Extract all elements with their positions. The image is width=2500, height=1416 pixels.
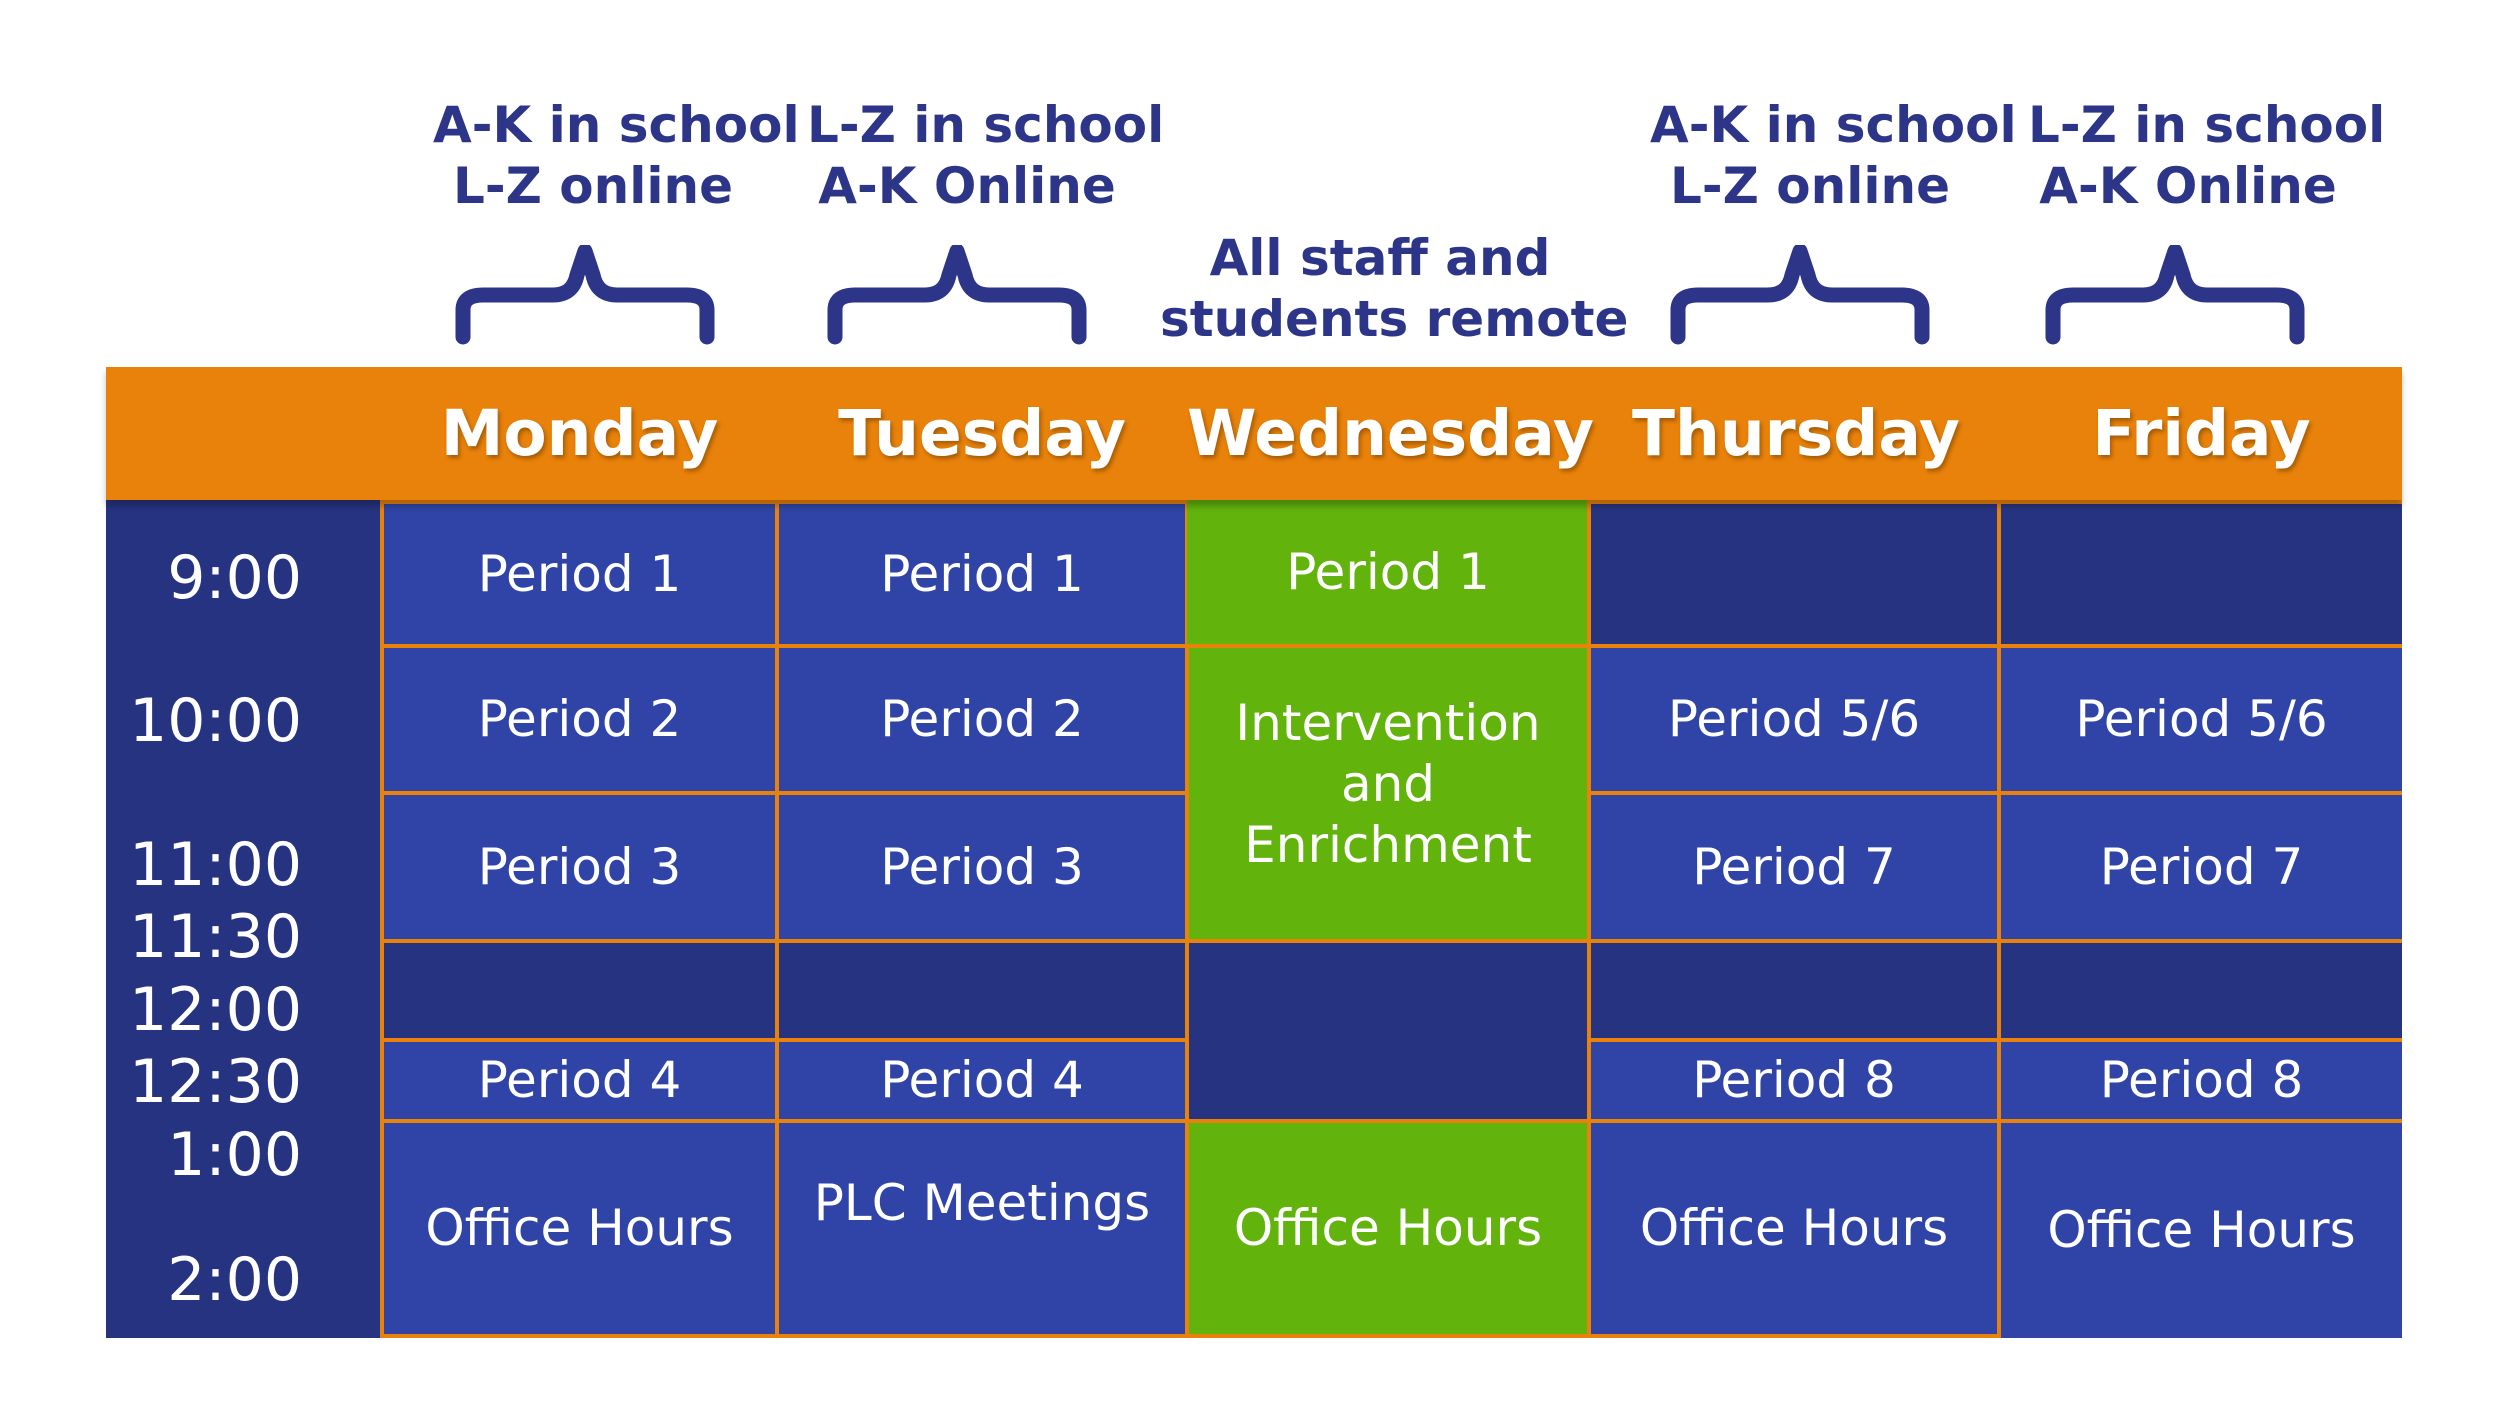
schedule-cell: Period 3 <box>380 791 779 943</box>
schedule-cell <box>1185 939 1591 1123</box>
schedule-cell: Period 5/6 <box>1997 644 2402 795</box>
header-monday: Monday <box>440 397 719 470</box>
time-column <box>106 500 382 1338</box>
note-tuesday-line1: L-Z in school <box>807 96 1165 154</box>
header-wednesday: Wednesday <box>1187 397 1594 470</box>
schedule-cell: Period 2 <box>775 644 1189 795</box>
schedule-cell: Period 1 <box>1187 500 1589 644</box>
time-label: 10:00 <box>129 686 302 756</box>
schedule-cell: PLC Meetings <box>775 1119 1189 1338</box>
note-wednesday-line1: All staff and <box>1209 229 1551 287</box>
time-label: 12:30 <box>129 1047 302 1117</box>
note-wednesday-line2: students remote <box>1160 290 1629 348</box>
note-tuesday-line2: A-K Online <box>818 157 1116 215</box>
schedule-cell <box>775 939 1189 1042</box>
schedule-cell <box>1997 500 2402 648</box>
schedule-cell: Period 1 <box>775 500 1189 648</box>
brace-icon <box>827 245 1087 345</box>
note-friday <box>2028 95 2386 217</box>
schedule-cell <box>1587 939 2001 1042</box>
brace-icon <box>2045 245 2305 345</box>
header-thursday: Thursday <box>1632 397 1960 470</box>
schedule-cell: Period 8 <box>1587 1038 2001 1123</box>
schedule-cell: Office Hours <box>1997 1119 2402 1338</box>
note-thursday-line1: A-K in school <box>1650 96 2017 154</box>
note-monday-line2: L-Z online <box>452 157 733 215</box>
schedule-cell: Office Hours <box>380 1119 779 1338</box>
brace-icon <box>1670 245 1930 345</box>
schedule-cell: Period 5/6 <box>1587 644 2001 795</box>
time-label: 1:00 <box>167 1120 302 1190</box>
schedule-cell: Period 2 <box>380 644 779 795</box>
time-label: 12:00 <box>129 975 302 1045</box>
schedule-cell: Intervention and Enrichment <box>1185 644 1591 943</box>
note-friday-line2: A-K Online <box>2039 157 2337 215</box>
schedule-cell <box>1997 939 2402 1042</box>
schedule-cell: Period 7 <box>1997 791 2402 943</box>
schedule-cell: Office Hours <box>1587 1119 2001 1338</box>
note-monday <box>433 95 800 217</box>
note-monday-line1: A-K in school <box>433 96 800 154</box>
time-label: 11:00 <box>129 830 302 900</box>
schedule-cell: Period 4 <box>775 1038 1189 1123</box>
note-thursday <box>1650 95 2017 217</box>
schedule-cell <box>380 939 779 1042</box>
header-friday: Friday <box>2092 397 2311 470</box>
time-label: 9:00 <box>167 543 302 613</box>
note-wednesday <box>1160 228 1629 350</box>
schedule-cell: Period 4 <box>380 1038 779 1123</box>
note-thursday-line2: L-Z online <box>1669 157 1950 215</box>
schedule-cell: Period 1 <box>380 500 779 648</box>
brace-icon <box>455 245 715 345</box>
time-label: 2:00 <box>167 1245 302 1315</box>
schedule-cell: Period 8 <box>1997 1038 2402 1123</box>
schedule-cell: Office Hours <box>1185 1119 1591 1338</box>
schedule-cell <box>1587 500 2001 648</box>
schedule-cell: Period 3 <box>775 791 1189 943</box>
time-label: 11:30 <box>129 902 302 972</box>
note-friday-line1: L-Z in school <box>2028 96 2386 154</box>
schedule-cell: Period 7 <box>1587 791 2001 943</box>
note-tuesday <box>807 95 1165 217</box>
day-header-bar <box>106 367 2402 500</box>
header-tuesday: Tuesday <box>838 397 1126 470</box>
